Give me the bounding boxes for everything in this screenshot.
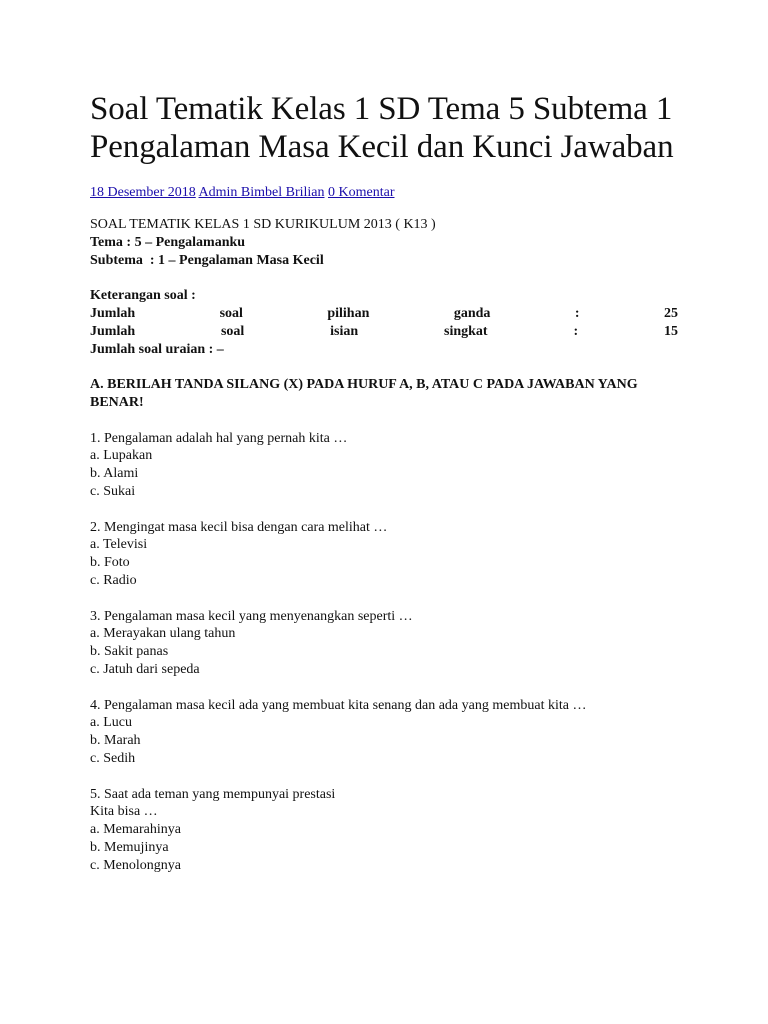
question-text: 4. Pengalaman masa kecil ada yang membuat kita senang dan ada yang membuat kita …	[90, 697, 587, 713]
curriculum-line: SOAL TEMATIK KELAS 1 SD KURIKULUM 2013 ( K13 )	[90, 217, 436, 232]
article-body	[90, 216, 678, 874]
row-cell: Jumlah	[90, 323, 136, 339]
question-text-continued: Kita bisa …	[90, 804, 158, 820]
option-b: b. Foto	[90, 555, 130, 571]
option-c: c. Sukai	[90, 483, 136, 499]
spacer	[90, 679, 678, 697]
option-b: b. Marah	[90, 733, 141, 749]
subtema-line: Subtema : 1 – Pengalaman Masa Kecil	[90, 252, 324, 268]
option-b: b. Alami	[90, 466, 139, 482]
option-a: a. Merayakan ulang tahun	[90, 626, 236, 642]
spacer	[90, 358, 678, 376]
question-2	[90, 519, 678, 590]
option-a: a. Televisi	[90, 537, 148, 553]
spacer	[90, 269, 678, 287]
question-1	[90, 430, 678, 501]
post-author-link[interactable]: Admin Bimbel Brilian	[198, 185, 325, 200]
option-a: a. Memarahinya	[90, 822, 181, 838]
uraian-line: Jumlah soal uraian : –	[90, 341, 224, 357]
tema-line: Tema : 5 – Pengalamanku	[90, 234, 246, 250]
row-cell: soal	[220, 323, 245, 339]
spacer	[90, 412, 678, 430]
article-title: Soal Tematik Kelas 1 SD Tema 5 Subtema 1 Pengalaman Masa Kecil dan Kunci Jawaban	[90, 91, 674, 165]
row-cell: :	[573, 323, 579, 339]
option-a: a. Lucu	[90, 715, 132, 731]
row-cell: soal	[219, 305, 243, 321]
question-3	[90, 608, 678, 679]
row-cell: isian	[330, 323, 359, 339]
section-a-heading: A. BERILAH TANDA SILANG (X) PADA HURUF A, B, ATAU C PADA JAWABAN YANG BENAR!	[90, 377, 638, 410]
spacer	[90, 768, 678, 786]
row-cell: 15	[663, 323, 678, 339]
option-c: c. Menolongnya	[90, 857, 181, 873]
option-c: c. Jatuh dari sepeda	[90, 661, 200, 677]
row-cell: ganda	[453, 305, 491, 321]
isian-singkat-row	[90, 323, 678, 341]
keterangan-label: Keterangan soal :	[90, 288, 196, 304]
post-meta	[90, 184, 678, 202]
option-a: a. Lupakan	[90, 448, 153, 464]
question-text: 3. Pengalaman masa kecil yang menyenangkan seperti …	[90, 608, 413, 624]
question-4	[90, 697, 678, 768]
question-text: 1. Pengalaman adalah hal yang pernah kita …	[90, 430, 348, 446]
post-date-link[interactable]: 18 Desember 2018	[90, 185, 196, 200]
option-b: b. Memujinya	[90, 839, 169, 855]
question-5	[90, 786, 678, 875]
option-c: c. Sedih	[90, 750, 136, 766]
option-b: b. Sakit panas	[90, 644, 169, 660]
row-cell: singkat	[444, 323, 488, 339]
row-cell: :	[574, 305, 580, 321]
question-text: 2. Mengingat masa kecil bisa dengan cara melihat …	[90, 519, 388, 535]
row-cell: pilihan	[327, 305, 370, 321]
row-cell: 25	[663, 305, 678, 321]
pilihan-ganda-row	[90, 305, 678, 323]
row-cell: Jumlah	[90, 305, 136, 321]
spacer	[90, 590, 678, 608]
question-text: 5. Saat ada teman yang mempunyai prestasi	[90, 786, 336, 802]
post-comments-link[interactable]: 0 Komentar	[328, 185, 395, 200]
option-c: c. Radio	[90, 572, 137, 588]
spacer	[90, 501, 678, 519]
